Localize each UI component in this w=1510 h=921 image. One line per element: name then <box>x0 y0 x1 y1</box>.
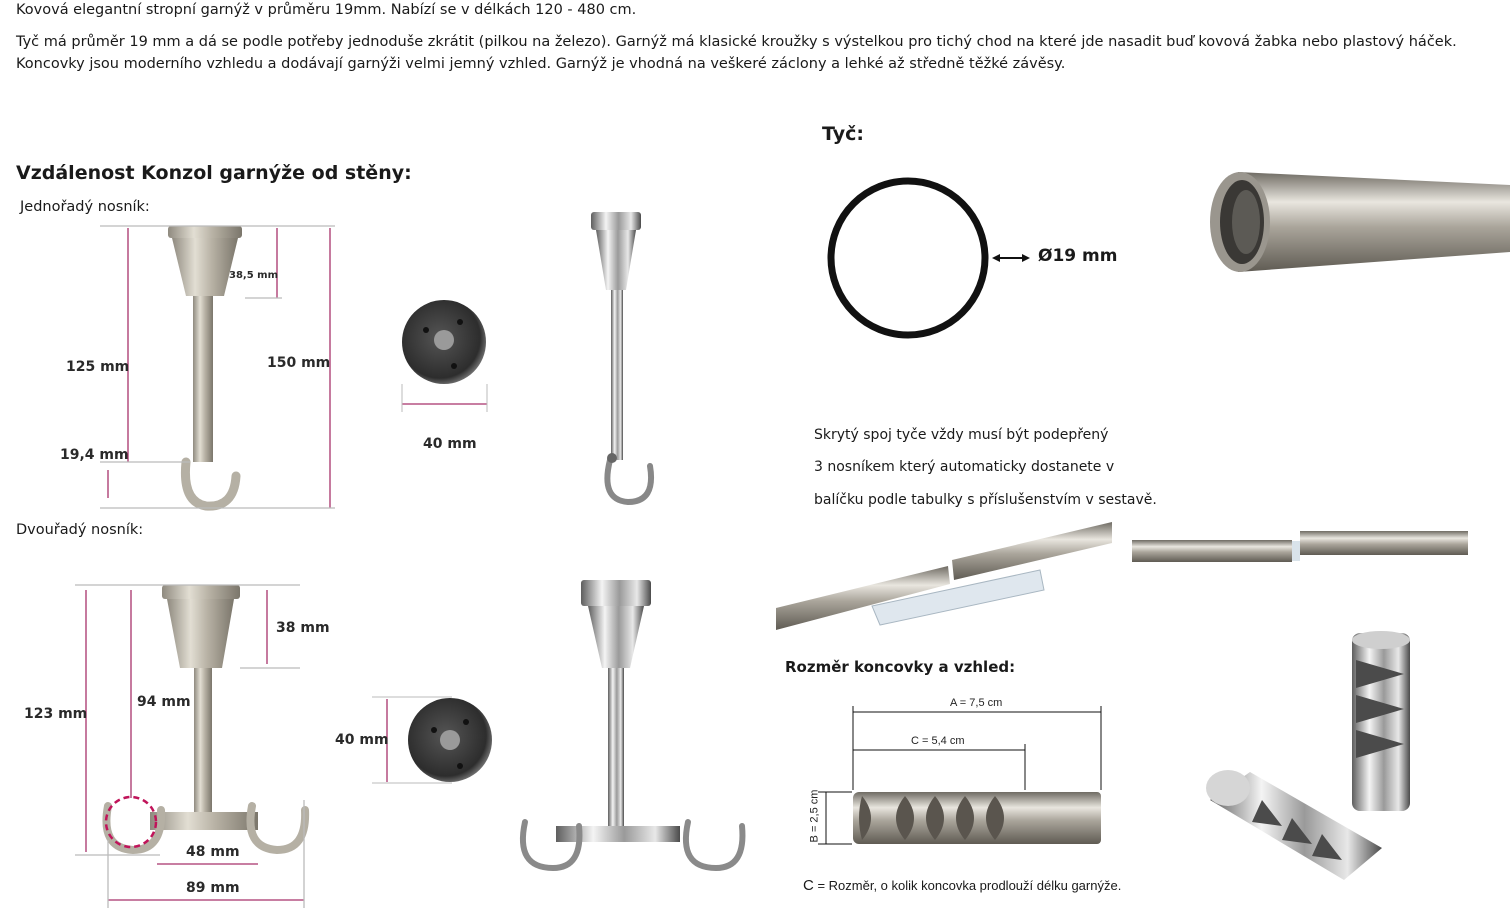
dim-double-123: 123 mm <box>24 706 88 722</box>
rod-joint-photo-1 <box>776 522 1112 630</box>
dim-single-125: 125 mm <box>66 359 130 375</box>
dim-single-38: 38,5 mm <box>229 270 278 281</box>
rod-diameter-label: Ø19 mm <box>1038 246 1118 266</box>
finial-dim-b: B = 2,5 cm <box>808 789 821 843</box>
finial-photo-upright <box>1352 631 1410 811</box>
finial-caption-letter: C <box>803 877 814 894</box>
finial-drawing <box>818 706 1101 844</box>
finial-caption-text: = Rozměr, o kolik koncovka prodlouží délku garnýže. <box>813 878 1122 893</box>
rod-title: Tyč: <box>822 123 864 145</box>
dim-single-disc-40: 40 mm <box>423 436 477 452</box>
dim-double-38: 38 mm <box>276 620 330 636</box>
finial-caption <box>803 877 1121 895</box>
double-mount-disc <box>372 697 492 783</box>
joint-note-line-2: 3 nosníkem který automaticky dostanete v <box>814 459 1115 475</box>
dim-double-89: 89 mm <box>186 880 240 896</box>
dim-single-19: 19,4 mm <box>60 447 129 463</box>
intro-line-3: Koncovky jsou moderního vzhledu a dodávají garnýži velmi jemný vzhled. Garnýž je vhodná na veškeré záclony a lehké až středně těžké závěsy. <box>16 56 1066 72</box>
bracket-section-title: Vzdálenost Konzol garnýže od stěny: <box>16 162 412 184</box>
single-bracket-matte <box>168 226 242 506</box>
double-bracket-label: Dvouřadý nosník: <box>16 522 144 538</box>
double-bracket-chrome <box>523 580 743 868</box>
rod-photo <box>1210 172 1510 272</box>
dim-double-disc-40: 40 mm <box>335 732 389 748</box>
finial-dim-a: A = 7,5 cm <box>950 697 1003 709</box>
intro-line-1: Kovová elegantní stropní garnýž v průměru 19mm. Nabízí se v délkách 120 - 480 cm. <box>16 2 637 18</box>
finial-title: Rozměr koncovky a vzhled: <box>785 658 1016 676</box>
finial-dim-c: C = 5,4 cm <box>911 735 965 747</box>
single-bracket-chrome <box>591 212 651 502</box>
rod-joint-photo-2 <box>1132 531 1468 562</box>
intro-line-2: Tyč má průměr 19 mm a dá se podle potřeby jednoduše zkrátit (pilkou na železo). Garnýž má klasické kroužky s výstelkou pro tichý chod na které jde nasadit buď kovová žabka nebo plastový háček. <box>16 34 1457 50</box>
dim-double-94: 94 mm <box>137 694 191 710</box>
single-bracket-label: Jednořadý nosník: <box>20 199 150 215</box>
dim-double-48: 48 mm <box>186 844 240 860</box>
joint-note-line-1: Skrytý spoj tyče vždy musí být podepřený <box>814 427 1109 443</box>
rod-cross-section-icon <box>831 181 1030 335</box>
joint-note-line-3: balíčku podle tabulky s příslušenstvím v sestavě. <box>814 492 1157 508</box>
single-mount-disc <box>402 300 487 412</box>
dim-single-150: 150 mm <box>267 355 331 371</box>
